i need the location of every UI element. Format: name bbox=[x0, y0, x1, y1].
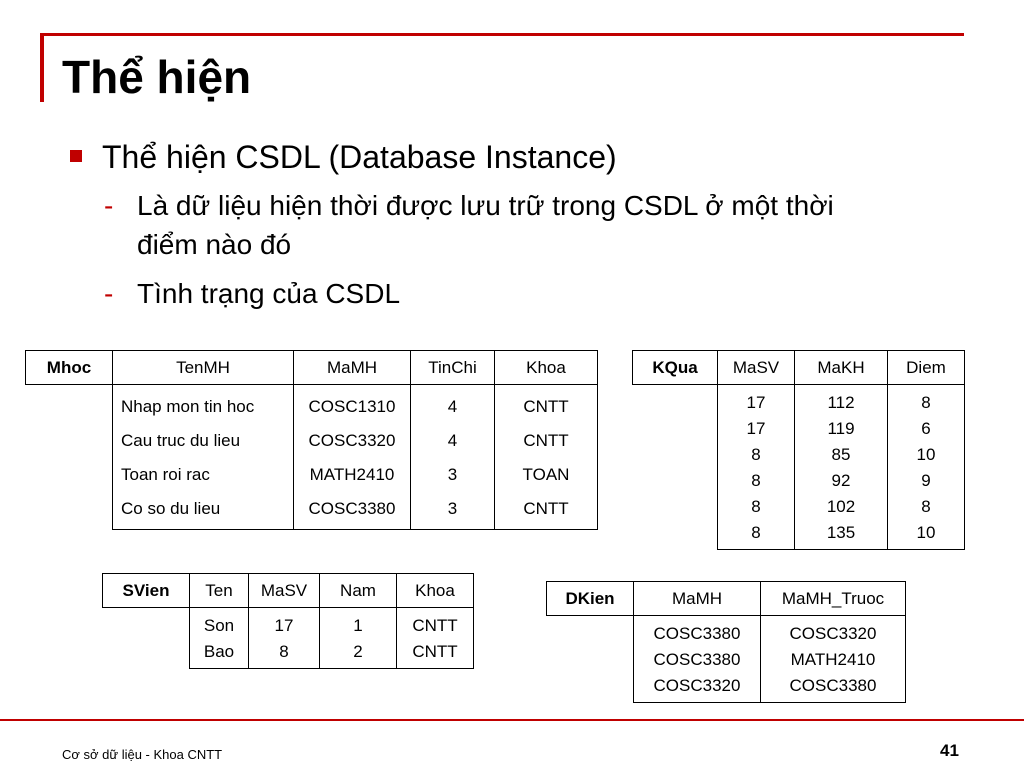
table-cell: COSC3380 bbox=[653, 624, 741, 643]
table-cell: 17 bbox=[746, 419, 766, 438]
title-frame-top bbox=[42, 33, 964, 36]
table-cell: COSC3380 bbox=[308, 499, 396, 518]
empty-cell bbox=[547, 616, 634, 703]
table-cell: COSC3380 bbox=[789, 676, 877, 695]
table-cell: 10 bbox=[916, 445, 936, 464]
table-cell: Cau truc du lieu bbox=[121, 431, 241, 450]
column-header: MaMH bbox=[294, 351, 411, 385]
table-cell: 8 bbox=[751, 445, 761, 464]
column-cells bbox=[320, 608, 397, 669]
bullet-square-icon bbox=[70, 150, 82, 162]
table-cell: COSC1310 bbox=[308, 397, 396, 416]
table-cell: 3 bbox=[447, 465, 458, 484]
column-cells bbox=[113, 385, 294, 530]
empty-cell bbox=[633, 385, 718, 550]
relation-name: DKien bbox=[547, 582, 634, 616]
page-number: 41 bbox=[940, 741, 959, 760]
table-cell: 2 bbox=[353, 642, 363, 661]
table-cell: Nhap mon tin hoc bbox=[121, 397, 255, 416]
table-cell: 92 bbox=[831, 471, 851, 490]
footer-text: Cơ sở dữ liệu - Khoa CNTT bbox=[62, 747, 223, 762]
column-header: MaSV bbox=[249, 574, 320, 608]
table-svien bbox=[102, 573, 474, 669]
table-cell: COSC3380 bbox=[653, 650, 741, 669]
column-header: MaMH bbox=[634, 582, 761, 616]
bullet-text: Thể hiện CSDL (Database Instance) bbox=[102, 139, 617, 175]
table-cell: 85 bbox=[831, 445, 851, 464]
table-cell: 8 bbox=[279, 642, 289, 661]
column-header: MaSV bbox=[718, 351, 795, 385]
table-cell: Son bbox=[203, 616, 235, 635]
column-header: TenMH bbox=[113, 351, 294, 385]
column-header: Nam bbox=[320, 574, 397, 608]
table-cell: Bao bbox=[203, 642, 235, 661]
table-cell: Toan roi rac bbox=[121, 465, 210, 484]
table-cell: 8 bbox=[751, 497, 761, 516]
column-header: Ten bbox=[190, 574, 249, 608]
column-header: MaMH_Truoc bbox=[761, 582, 906, 616]
dash-icon: - bbox=[104, 190, 114, 221]
table-cell: 6 bbox=[921, 419, 931, 438]
column-cells bbox=[495, 385, 598, 530]
column-cells bbox=[249, 608, 320, 669]
sub-item-1-cont: điểm nào đó bbox=[137, 229, 292, 260]
table-cell: 119 bbox=[827, 419, 855, 438]
column-cells bbox=[397, 608, 474, 669]
table-cell: TOAN bbox=[522, 465, 570, 484]
column-header: Khoa bbox=[495, 351, 598, 385]
table-cell: 17 bbox=[746, 393, 766, 412]
column-cells bbox=[190, 608, 249, 669]
column-cells bbox=[761, 616, 906, 703]
table-cell: CNTT bbox=[523, 499, 569, 518]
table-cell: 8 bbox=[751, 471, 761, 490]
table-kqua bbox=[632, 350, 965, 550]
table-dkien bbox=[546, 581, 906, 703]
column-cells bbox=[718, 385, 795, 550]
empty-cell bbox=[26, 385, 113, 530]
table-cell: 9 bbox=[921, 471, 931, 490]
title-frame-left bbox=[40, 33, 44, 102]
table-cell: CNTT bbox=[523, 397, 569, 416]
column-cells bbox=[795, 385, 888, 550]
table-cell: 135 bbox=[826, 523, 856, 542]
relation-name: SVien bbox=[103, 574, 190, 608]
slide-title: Thể hiện bbox=[62, 51, 252, 103]
table-cell: 3 bbox=[447, 499, 458, 518]
table-cell: 4 bbox=[447, 431, 458, 450]
sub-item-2: Tình trạng của CSDL bbox=[137, 278, 401, 309]
table-cell: 8 bbox=[921, 393, 931, 412]
table-cell: CNTT bbox=[412, 616, 458, 635]
column-cells bbox=[294, 385, 411, 530]
table-cell: 8 bbox=[921, 497, 931, 516]
empty-cell bbox=[103, 608, 190, 669]
column-header: Diem bbox=[888, 351, 965, 385]
sub-item-1: Là dữ liệu hiện thời được lưu trữ trong CSDL ở một thời bbox=[137, 190, 834, 221]
table-cell: 102 bbox=[826, 497, 856, 516]
table-cell: MATH2410 bbox=[309, 465, 395, 484]
relation-name: Mhoc bbox=[26, 351, 113, 385]
column-cells bbox=[634, 616, 761, 703]
table-cell: 4 bbox=[447, 397, 458, 416]
table-cell: 112 bbox=[827, 393, 855, 412]
table-cell: 1 bbox=[353, 616, 363, 635]
column-cells bbox=[888, 385, 965, 550]
table-cell: COSC3320 bbox=[653, 676, 741, 695]
footer-rule bbox=[0, 719, 1024, 721]
table-cell: 17 bbox=[274, 616, 294, 635]
table-cell: Co so du lieu bbox=[121, 499, 221, 518]
relation-name: KQua bbox=[633, 351, 718, 385]
table-cell: COSC3320 bbox=[308, 431, 396, 450]
dash-icon: - bbox=[104, 278, 114, 309]
table-cell: CNTT bbox=[523, 431, 569, 450]
table-cell: 10 bbox=[916, 523, 936, 542]
column-cells bbox=[411, 385, 495, 530]
table-cell: 8 bbox=[751, 523, 761, 542]
column-header: Khoa bbox=[397, 574, 474, 608]
column-header: MaKH bbox=[795, 351, 888, 385]
table-cell: MATH2410 bbox=[790, 650, 876, 669]
table-cell: CNTT bbox=[412, 642, 458, 661]
table-cell: COSC3320 bbox=[789, 624, 877, 643]
column-header: TinChi bbox=[411, 351, 495, 385]
table-mhoc bbox=[25, 350, 598, 530]
